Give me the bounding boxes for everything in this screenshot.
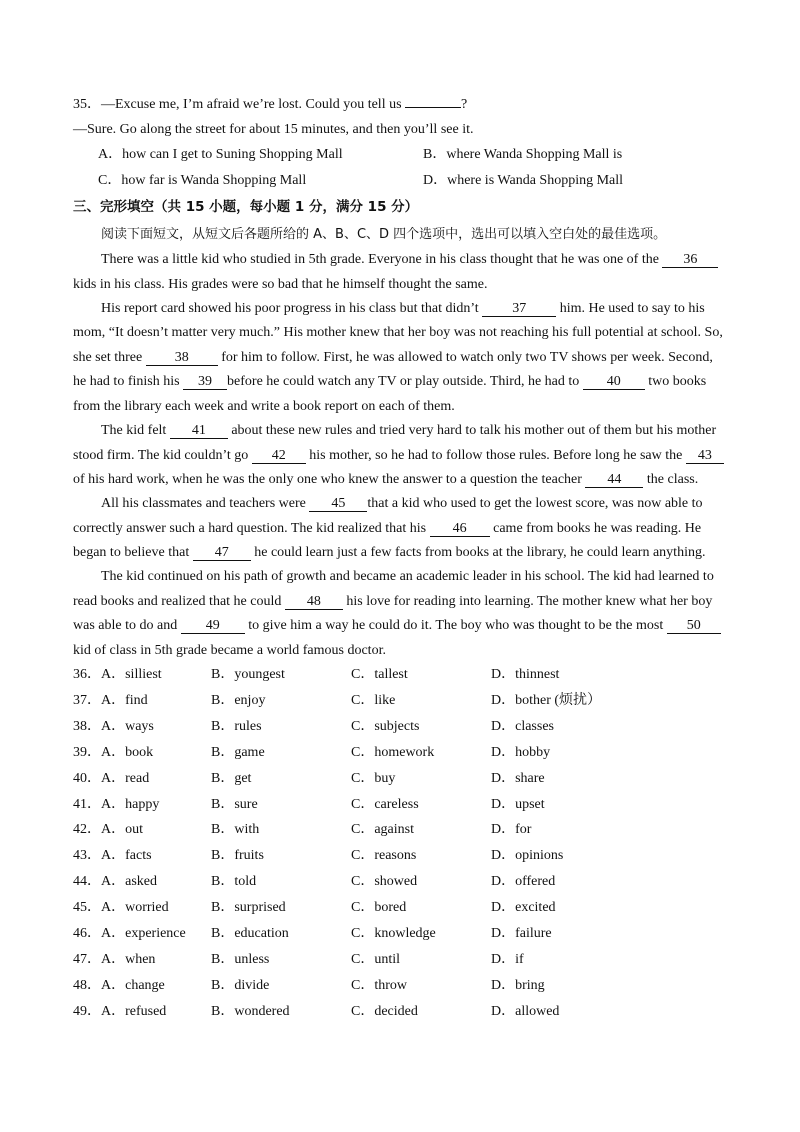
answer-option-d: D．offered	[491, 874, 556, 890]
passage-line	[73, 349, 713, 367]
answer-option-a: 47．A．when	[73, 951, 156, 967]
q35-blank	[405, 107, 461, 108]
answer-row	[73, 770, 773, 788]
answer-row	[73, 821, 773, 839]
q35-line1	[73, 96, 467, 114]
passage-text: read books and realized that he could	[73, 594, 282, 609]
answer-option-d: D．upset	[491, 796, 545, 812]
answer-option-c: C．homework	[351, 744, 435, 760]
passage-line	[101, 251, 718, 269]
passage-text: him. He used to say to his	[559, 301, 705, 316]
answer-option-d: D．bring	[491, 977, 545, 993]
blank-48: 48	[285, 594, 343, 610]
passage-line: kid of class in 5th grade became a world famous doctor.	[73, 643, 386, 658]
answer-option-b: B．told	[211, 874, 257, 890]
answer-option-c: C．showed	[351, 874, 418, 890]
passage-line	[101, 300, 705, 318]
passage-line	[73, 520, 701, 538]
answer-option-c: C．knowledge	[351, 926, 436, 941]
q35-option-c: C．how far is Wanda Shopping Mall	[98, 173, 307, 188]
answer-option-d: D．opinions	[491, 848, 564, 864]
answer-option-d: D．if	[491, 951, 524, 967]
passage-line: from the library each week and write a book report on each of them.	[73, 399, 455, 414]
passage-text: his mother, so he had to follow those rules. Before long he saw the	[309, 448, 683, 463]
passage-text: he had to finish his	[73, 374, 180, 389]
blank-39: 39	[183, 374, 227, 390]
blank-43: 43	[686, 448, 724, 464]
answer-option-c: C．buy	[351, 770, 396, 786]
answer-row	[73, 718, 773, 736]
answer-option-b: B．sure	[211, 796, 258, 812]
answer-option-b: B．enjoy	[211, 692, 266, 708]
passage-line: mom, “It doesn’t matter very much.” His mother knew that her boy was not reaching his full potential at school. So,	[73, 325, 723, 340]
blank-36: 36	[662, 252, 718, 268]
passage-text: she set three	[73, 350, 143, 365]
answer-option-c: C．until	[351, 951, 401, 967]
answer-option-a: 46．A．experience	[73, 926, 186, 941]
answer-option-d: D．hobby	[491, 744, 551, 760]
answer-option-a: 48．A．change	[73, 977, 165, 993]
answer-row	[73, 666, 773, 684]
answer-option-a: 49．A．refused	[73, 1003, 167, 1019]
answer-option-a: 45．A．worried	[73, 900, 169, 916]
passage-line	[73, 617, 721, 635]
answer-option-d: D．allowed	[491, 1003, 560, 1019]
answer-option-d: D．bother (烦扰）	[491, 692, 602, 708]
answer-option-c: C．decided	[351, 1003, 418, 1019]
answer-option-b: B．fruits	[211, 848, 264, 864]
answer-option-a: 44．A．asked	[73, 874, 157, 890]
answer-row	[73, 796, 773, 814]
blank-41: 41	[170, 423, 228, 439]
answer-option-b: B．game	[211, 744, 265, 760]
answer-option-c: C．throw	[351, 977, 407, 993]
q35-text: 35．—Excuse me, I’m afraid we’re lost. Could you tell us	[73, 97, 402, 112]
passage-text: came from books he was reading. He	[493, 521, 702, 536]
answer-option-c: C．against	[351, 822, 414, 838]
passage-text: The kid felt	[101, 423, 167, 438]
answer-option-a: 42．A．out	[73, 822, 143, 838]
passage-line	[101, 422, 716, 440]
answer-option-c: C．subjects	[351, 718, 420, 734]
answer-option-c: C．bored	[351, 900, 407, 916]
passage-text: two books	[648, 374, 707, 389]
passage-text: began to believe that	[73, 545, 190, 560]
q35-line2: —Sure. Go along the street for about 15 minutes, and then you’ll see it.	[73, 122, 474, 137]
answer-option-b: B．surprised	[211, 900, 286, 916]
q35-qmark: ?	[461, 97, 468, 112]
answer-option-b: B．get	[211, 770, 252, 786]
answer-row	[73, 692, 773, 710]
q35-option-d: D．where is Wanda Shopping Mall	[423, 173, 624, 188]
answer-option-d: D．excited	[491, 900, 556, 916]
passage-text: he could learn just a few facts from books at the library, he could learn anything.	[254, 545, 706, 560]
passage-text: There was a little kid who studied in 5th grade. Everyone in his class thought that he was one of the	[101, 252, 659, 267]
passage-text: his love for reading into learning. The mother knew what her boy	[346, 594, 713, 609]
passage-text: His report card showed his poor progress in his class but that didn’t	[101, 301, 479, 316]
answer-row	[73, 977, 773, 995]
passage-line	[73, 593, 712, 611]
blank-46: 46	[430, 521, 490, 537]
answer-option-a: 43．A．facts	[73, 848, 152, 864]
passage-line: kids in his class. His grades were so bad that he himself thought the same.	[73, 277, 488, 292]
passage-line	[73, 373, 706, 391]
answer-option-d: D．classes	[491, 718, 554, 734]
blank-38: 38	[146, 350, 218, 366]
passage-text: for him to follow. First, he was allowed to watch only two TV shows per week. Second,	[221, 350, 713, 365]
answer-row	[73, 847, 773, 865]
answer-row	[73, 873, 773, 891]
answer-row	[73, 744, 773, 762]
answer-option-b: B．rules	[211, 718, 262, 734]
passage-line	[73, 471, 698, 489]
section-heading: 三、完形填空（共 15 小题，每小题 1 分，满分 15 分）	[73, 199, 419, 215]
answer-option-a: 37．A．find	[73, 692, 148, 708]
passage-text: of his hard work, when he was the only one who knew the answer to a question the teacher	[73, 472, 582, 487]
blank-50: 50	[667, 618, 721, 634]
answer-row	[73, 1003, 773, 1021]
blank-40: 40	[583, 374, 645, 390]
passage-text: the class.	[646, 472, 699, 487]
passage-text: before he could watch any TV or play outside. Third, he had to	[227, 374, 580, 389]
q35-option-a: A．how can I get to Suning Shopping Mall	[98, 147, 343, 162]
answer-option-a: 38．A．ways	[73, 718, 154, 734]
answer-row	[73, 899, 773, 917]
answer-option-b: B．education	[211, 926, 289, 941]
passage-text: about these new rules and tried very hard to talk his mother out of them but his mother	[231, 423, 717, 438]
answer-row	[73, 925, 773, 943]
passage-line	[73, 447, 724, 465]
blank-49: 49	[181, 618, 245, 634]
answer-option-a: 41．A．happy	[73, 796, 160, 812]
answer-option-b: B．divide	[211, 977, 270, 993]
blank-37: 37	[482, 301, 556, 317]
section-instruction: 阅读下面短文，从短文后各题所给的 A、B、C、D 四个选项中，选出可以填入空白处的最佳选项。	[101, 227, 667, 242]
blank-44: 44	[585, 472, 643, 488]
passage-text: to give him a way he could do it. The boy who was thought to be the most	[248, 618, 664, 633]
answer-option-c: C．careless	[351, 796, 419, 812]
passage-text: that a kid who used to get the lowest score, was now able to	[367, 496, 703, 511]
passage-text: correctly answer such a hard question. The kid realized that his	[73, 521, 427, 536]
passage-line	[73, 544, 705, 562]
answer-option-a: 39．A．book	[73, 744, 154, 760]
answer-option-c: C．tallest	[351, 667, 408, 682]
answer-option-a: 40．A．read	[73, 770, 150, 786]
answer-option-c: C．like	[351, 692, 396, 708]
passage-line	[101, 495, 703, 513]
passage-line: The kid continued on his path of growth and became an academic leader in his school. The kid had learned to	[101, 569, 714, 584]
answer-option-d: D．for	[491, 822, 532, 838]
answer-option-a: 36．A．silliest	[73, 667, 162, 682]
answer-option-d: D．failure	[491, 926, 552, 941]
answer-option-c: C．reasons	[351, 848, 417, 864]
answer-option-b: B．youngest	[211, 667, 285, 682]
blank-47: 47	[193, 545, 251, 561]
blank-45: 45	[309, 496, 367, 512]
blank-42: 42	[252, 448, 306, 464]
passage-text: All his classmates and teachers were	[101, 496, 306, 511]
answer-option-d: D．share	[491, 770, 545, 786]
q35-option-b: B．where Wanda Shopping Mall is	[423, 147, 623, 162]
answer-row	[73, 951, 773, 969]
passage-text: was able to do and	[73, 618, 178, 633]
answer-option-b: B．with	[211, 822, 260, 838]
answer-option-d: D．thinnest	[491, 667, 560, 682]
answer-option-b: B．unless	[211, 951, 270, 967]
passage-text: stood firm. The kid couldn’t go	[73, 448, 249, 463]
answer-option-b: B．wondered	[211, 1003, 290, 1019]
